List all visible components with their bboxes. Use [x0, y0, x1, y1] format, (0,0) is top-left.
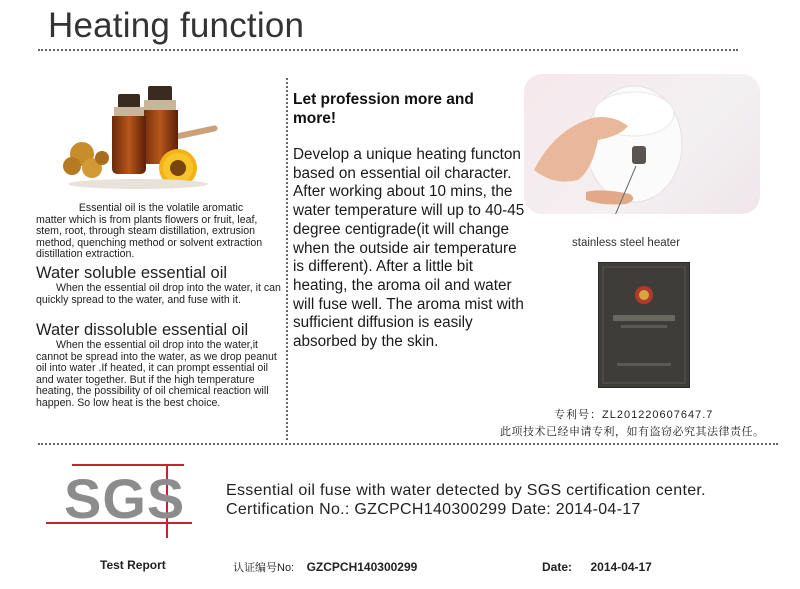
hand-holding-diffuser-illustration: [524, 74, 760, 214]
sgs-logo-text: SGS: [64, 467, 186, 530]
page-title: Heating function: [48, 6, 305, 45]
heading-water-dissoluble: Water dissoluble essential oil: [36, 321, 249, 339]
column-divider: [286, 78, 288, 440]
report-date-label: Date:: [542, 560, 573, 574]
heater-caption: stainless steel heater: [572, 237, 681, 249]
sgs-logo: [44, 458, 194, 544]
report-date-value: 2014-04-17: [590, 560, 652, 574]
header-divider: [38, 49, 738, 51]
essential-oil-intro: [36, 203, 286, 261]
section-headline: Let profession more and more!: [293, 91, 474, 127]
certificate-illustration: [599, 263, 689, 387]
test-report-label: Test Report: [100, 558, 166, 572]
heading-water-soluble: Water soluble essential oil: [36, 264, 228, 282]
heater-photo: [524, 74, 760, 214]
essential-oil-image: [58, 80, 218, 192]
oil-bottles-illustration: [58, 80, 218, 192]
sgs-certification: Certification No.: GZCPCH140300299 Date: 2014-04-17: [226, 501, 641, 518]
patent-number: 专利号：ZL201220607647.7: [554, 409, 714, 421]
sgs-logo-mark: [44, 458, 194, 544]
report-date-row: [542, 558, 652, 576]
sgs-statement: Essential oil fuse with water detected by SGS certification center.: [226, 482, 706, 499]
intro-rest: matter which is from plants flowers or fruit, leaf, stem, root, through steam distillation, extrusion method, quenching method or solvent extraction distillation extraction.: [36, 213, 263, 261]
patent-note: 此项技术已经申请专利，如有盗窃必究其法律责任。: [500, 426, 765, 438]
text-water-dissoluble: When the essential oil drop into the water,it cannot be spread into the water, as we drop peanut oil into water .If heated, it can prompt essential oil and water together. But if the high temperature heating, the possibility of oil chemical reaction will happen. So low heat is the best choice.: [36, 339, 277, 409]
text-water-soluble: When the essential oil drop into the water, it can quickly spread to the water, and fuse with it.: [36, 282, 281, 306]
cert-number-row: [233, 558, 417, 576]
cert-number-label: 认证编号No:: [233, 562, 295, 574]
patent-certificate: [598, 262, 690, 388]
intro-first-line: Essential oil is the volatile aromatic: [78, 202, 244, 214]
section-divider: [38, 443, 778, 445]
cert-number-value: GZCPCH140300299: [306, 560, 418, 574]
section-body: Develop a unique heating functon based on essential oil character. After working about 10 mins, the water temperature will up to 40-45 degree centigrade(it will change when the outside air temperature is different). After a little bit heating, the aroma oil and water will fuse well. The aroma mist with sufficient diffusion is easily absorbed by the skin.: [293, 146, 525, 351]
